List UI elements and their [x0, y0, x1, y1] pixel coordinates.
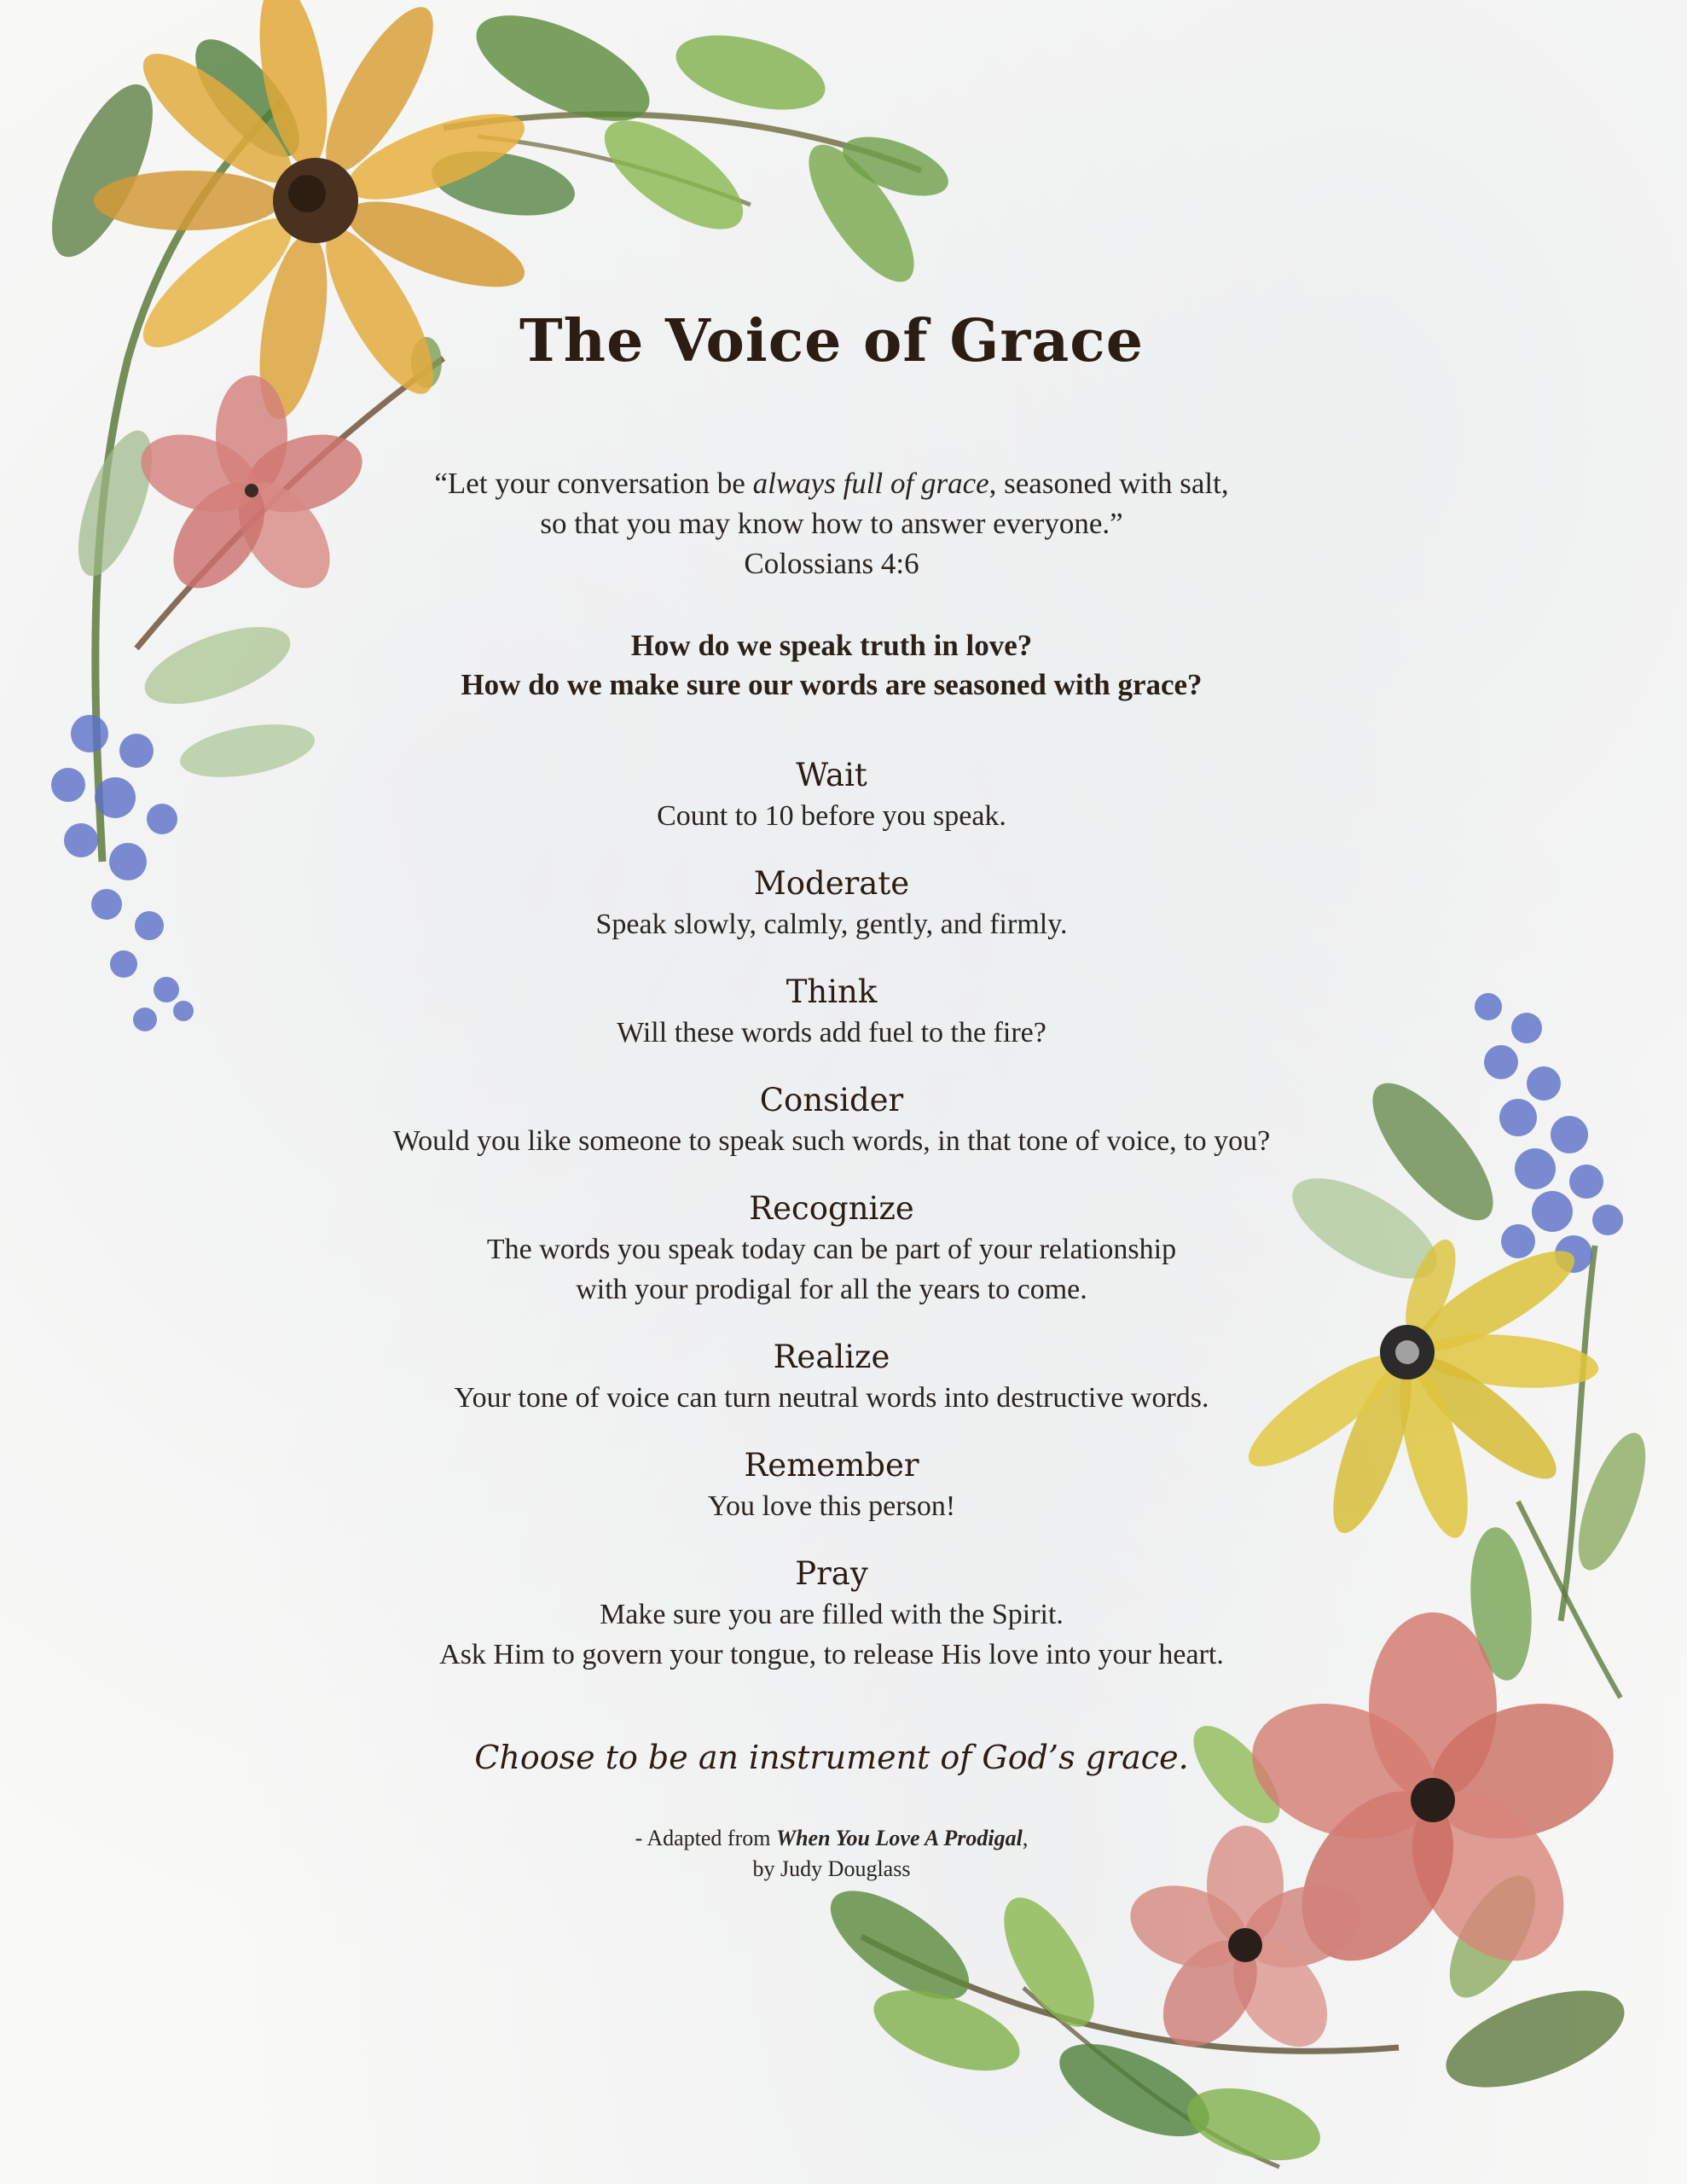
step-text: Count to 10 before you speak. — [657, 800, 1006, 832]
step-consider — [290, 1080, 1373, 1161]
step-heading: Realize — [773, 1339, 890, 1375]
step-pray — [290, 1554, 1373, 1675]
step-moderate — [290, 863, 1373, 944]
question: How do we make sure our words are seasoned with grace? — [461, 668, 1203, 701]
verse-reference: Colossians 4:6 — [744, 547, 919, 580]
step-heading: Think — [786, 973, 878, 1010]
step-text: The words you speak today can be part of your relationship — [486, 1234, 1177, 1265]
step-text: with your prodigal for all the years to come. — [576, 1274, 1087, 1305]
step-text: Your tone of voice can turn neutral words into destructive words. — [454, 1382, 1209, 1414]
verse-line-1: “Let your conversation be always full of grace, seasoned with salt, — [434, 467, 1229, 500]
step-heading: Pray — [795, 1555, 868, 1592]
step-heading: Moderate — [753, 865, 910, 902]
step-heading: Wait — [796, 757, 867, 793]
credit-author: by Judy Douglass — [752, 1856, 911, 1881]
step-text: Speak slowly, calmly, gently, and firmly. — [595, 909, 1068, 940]
step-text: Will these words add fuel to the fire? — [617, 1017, 1046, 1048]
step-think — [290, 972, 1373, 1053]
step-wait — [290, 755, 1373, 836]
guiding-questions — [290, 626, 1373, 705]
step-recognize — [290, 1188, 1373, 1310]
page-title: The Voice of Grace — [519, 307, 1144, 375]
blue-flowers-illustration — [1475, 993, 1623, 1273]
step-text: Ask Him to govern your tongue, to release His love into your heart. — [439, 1639, 1224, 1670]
step-text: Would you like someone to speak such words, in that tone of voice, to you? — [392, 1125, 1271, 1157]
step-heading: Consider — [759, 1082, 904, 1118]
source-credit — [290, 1823, 1373, 1885]
scripture-quote — [290, 463, 1373, 584]
step-text: You love this person! — [707, 1490, 956, 1522]
step-realize — [290, 1337, 1373, 1418]
credit-line-1: - Adapted from When You Love A Prodigal, — [635, 1826, 1029, 1850]
step-text: Make sure you are filled with the Spirit. — [600, 1599, 1064, 1630]
verse-line-2: so that you may know how to answer everyone.” — [540, 507, 1123, 540]
step-remember — [290, 1445, 1373, 1526]
step-heading: Remember — [744, 1447, 919, 1484]
blue-flowers-illustration — [51, 715, 194, 1031]
document-content — [290, 0, 1373, 2184]
step-heading: Recognize — [749, 1190, 914, 1227]
steps-list — [290, 755, 1373, 1702]
question: How do we speak truth in love? — [630, 629, 1033, 662]
book-title: When You Love A Prodigal — [775, 1826, 1023, 1850]
closing-statement: Choose to be an instrument of God’s grace. — [474, 1739, 1189, 1776]
